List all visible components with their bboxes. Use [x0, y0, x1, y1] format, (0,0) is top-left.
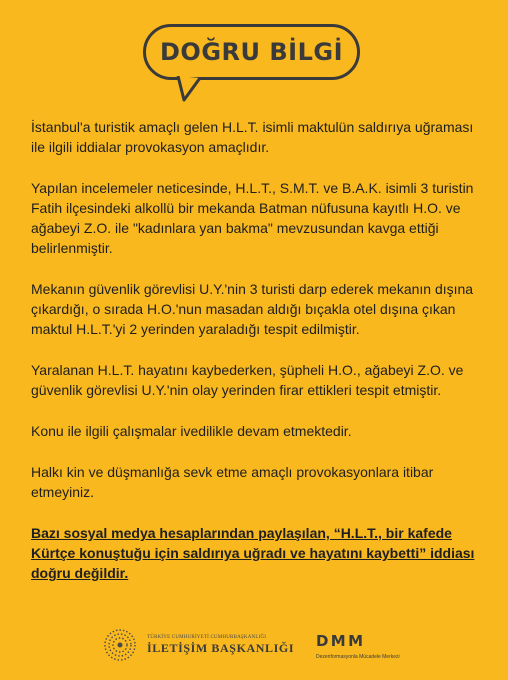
- ministry-subtitle: TÜRKİYE CUMHURİYETİ CUMHURBAŞKANLIĞI: [147, 635, 267, 640]
- paragraph-1: İstanbul'a turistik amaçlı gelen H.L.T. isimli maktulün saldırıya uğraması ile ilgili iddialar provokasyon amaçlıdır.: [31, 119, 474, 155]
- paragraph-6: Halkı kin ve düşmanlığa sevk etme amaçlı provokasyonlara itibar etmeyiniz.: [31, 464, 434, 500]
- dmm-subtitle: Dezenformasyonla Mücadele Merkezi: [316, 654, 400, 660]
- paragraph-4: Yaralanan H.L.T. hayatını kaybederken, şüpheli H.O., ağabeyi Z.O. ve güvenlik görevlisi U.Y.'nin olay yerinden firar ettikleri tespit etmiştir.: [31, 362, 464, 398]
- claim-verdict: Bazı sosyal medya hesaplarından paylaşılan, “H.L.T., bir kafede Kürtçe konuştuğu için saldırıya uğradı ve hayatını kaybetti” iddiası doğru değildir.: [31, 525, 475, 581]
- iletisim-baskanligi-logo: [103, 628, 294, 662]
- dmm-logo: [316, 632, 400, 660]
- dmm-wordmark-text: DMM: [316, 632, 363, 648]
- paragraph-2: Yapılan incelemeler neticesinde, H.L.T., S.M.T. ve B.A.K. isimli 3 turistin Fatih ilçesindeki alkollü bir mekanda Batman nüfusuna kayıtlı H.O. ve ağabeyi Z.O. ile "kadınlara yan bakma" mevzusundan kavga ettiği belirlenmiştir.: [31, 180, 474, 256]
- ministry-name: İLETİŞİM BAŞKANLIĞI: [147, 641, 295, 655]
- footer: [0, 618, 508, 668]
- dmm-wordmark: [316, 632, 364, 648]
- badge-title: DOĞRU BİLGİ: [160, 38, 343, 66]
- ministry-emblem-icon: [103, 628, 137, 662]
- article-body: [31, 117, 481, 604]
- speech-bubble-tail: [176, 76, 202, 102]
- doğru-bilgi-badge: [143, 24, 360, 80]
- paragraph-5: Konu ile ilgili çalışmalar ivedilikle devam etmektedir.: [31, 423, 352, 439]
- paragraph-3: Mekanın güvenlik görevlisi U.Y.'nin 3 turisti darp ederek mekanın dışına çıkardığı, o sırada H.O.'nun masadan aldığı bıçakla otel dışına çıkan maktul H.L.T.'yi 2 yerinden yaraladığı tespit edilmiştir.: [31, 281, 474, 337]
